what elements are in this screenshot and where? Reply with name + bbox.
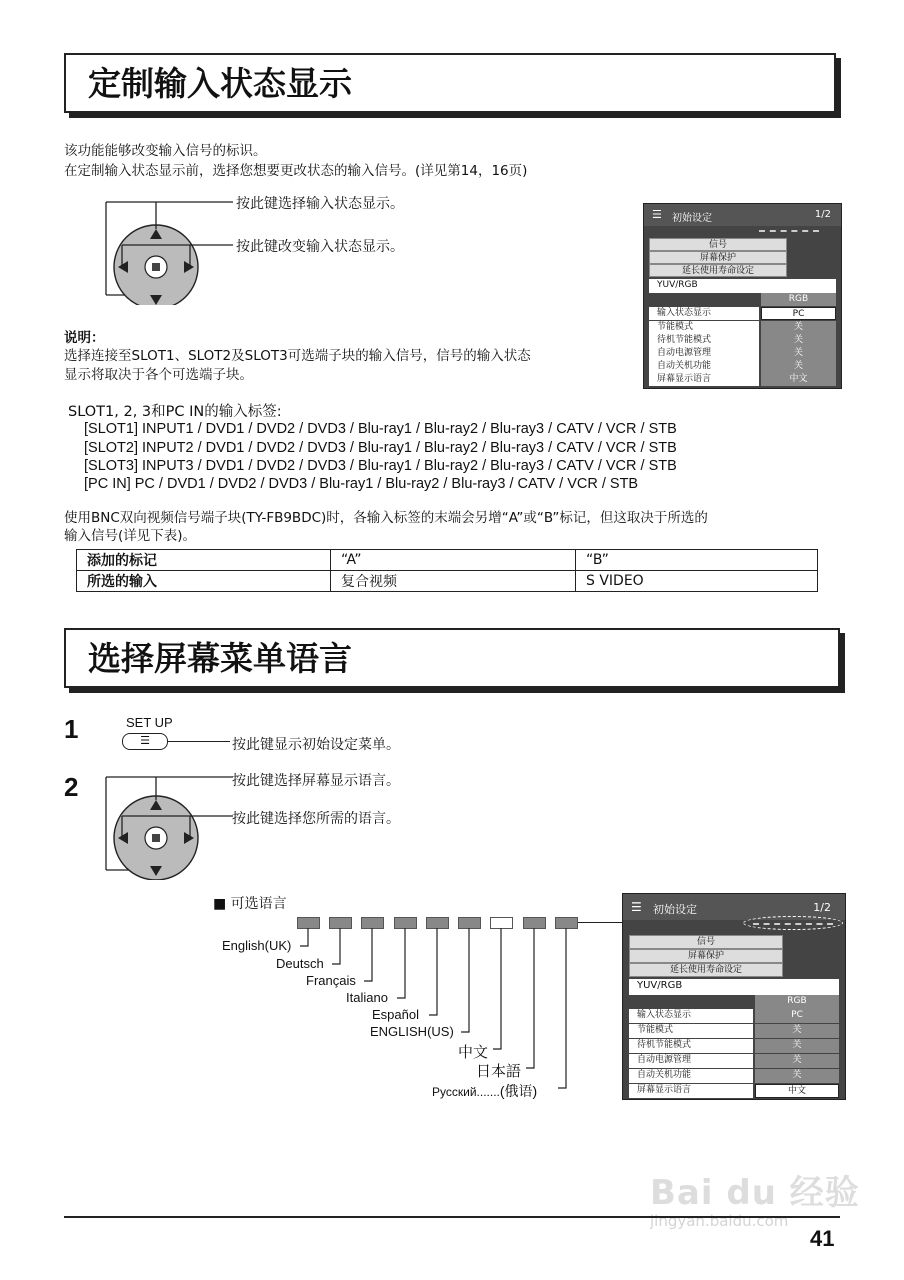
language-francais: Français	[306, 973, 356, 988]
menu-button-signal[interactable]: 信号	[629, 935, 783, 949]
menu-item-value-selected[interactable]: PC	[761, 307, 836, 320]
note-line-1: 选择连接至SLOT1、SLOT2及SLOT3可选端子块的输入信号，信号的输入状态	[64, 348, 531, 364]
menu-item-value[interactable]: 中文	[761, 373, 836, 386]
language-italiano: Italiano	[346, 990, 388, 1005]
table-row	[77, 571, 818, 592]
intro-line-1: 该功能能够改变输入信号的标识。	[64, 143, 267, 159]
step-number-1: 1	[64, 714, 79, 744]
language-arrow-line	[578, 922, 628, 923]
remote-dpad-diagram-1	[98, 195, 238, 305]
callout-step1: 按此键显示初始设定菜单。	[232, 737, 400, 753]
menu-button-screensaver[interactable]: 屏幕保护	[649, 251, 787, 264]
language-espanol: Español	[372, 1007, 419, 1022]
section-title-input-display: 定制输入状态显示	[64, 53, 836, 113]
menu-item-label: 输入状态显示	[629, 1009, 753, 1023]
callout-step2b: 按此键选择您所需的语言。	[232, 811, 400, 827]
menu-item-value[interactable]: 关	[755, 1054, 839, 1068]
menu-item-label: 待机节能模式	[649, 334, 759, 347]
menu-item-value[interactable]: 关	[761, 321, 836, 334]
menu-item-label: 自动关机功能	[649, 360, 759, 373]
menu-item-label: 自动关机功能	[629, 1069, 753, 1083]
menu-item-label: 待机节能模式	[629, 1039, 753, 1053]
menu-title: 初始设定	[653, 903, 697, 916]
setup-menu-1	[643, 203, 842, 389]
callout-select-display: 按此键选择输入状态显示。	[236, 196, 404, 212]
menu-item-label: 自动电源管理	[629, 1054, 753, 1068]
slot-line: [SLOT2] INPUT2 / DVD1 / DVD2 / DVD3 / Blu-ray1 / Blu-ray2 / Blu-ray3 / CATV / VCR / STB	[84, 440, 677, 456]
language-russian-name: Русский	[432, 1085, 477, 1099]
language-russian-cn: (俄语)	[499, 1083, 538, 1099]
language-english-us: ENGLISH(US)	[370, 1024, 454, 1039]
menu-title: 初始设定	[672, 213, 712, 224]
labels-title: SLOT1, 2, 3和PC IN的输入标签:	[68, 404, 282, 420]
language-japanese: 日本語	[476, 1063, 522, 1080]
table-cell: 所选的输入	[77, 571, 331, 592]
bnc-line-2: 输入信号(详见下表)。	[64, 528, 197, 544]
menu-page: 1/2	[813, 901, 831, 914]
menu-button-lifetime[interactable]: 延长使用寿命设定	[649, 264, 787, 277]
menu-item-value[interactable]: 关	[755, 1069, 839, 1083]
watermark-url: jingyan.baidu.com	[650, 1212, 789, 1230]
menu-list-icon: ☰	[140, 734, 150, 747]
menu-yuv-label: YUV/RGB	[649, 279, 836, 293]
setup-button[interactable]	[122, 733, 168, 750]
table-cell: 复合视频	[331, 571, 576, 592]
language-chinese: 中文	[458, 1044, 489, 1061]
remote-dpad-diagram-2	[98, 770, 238, 880]
menu-page: 1/2	[814, 209, 831, 220]
mark-table	[76, 549, 818, 592]
language-russian	[432, 1081, 537, 1101]
menu-item-label: 节能模式	[649, 321, 759, 334]
language-russian-dots: .......	[476, 1085, 500, 1099]
languages-title: ■ 可选语言	[213, 896, 287, 912]
language-deutsch: Deutsch	[276, 956, 324, 971]
menu-page-indicator	[759, 230, 819, 234]
section-title-menu-language: 选择屏幕菜单语言	[64, 628, 840, 688]
callout-line	[168, 741, 230, 742]
table-cell: S VIDEO	[576, 571, 818, 592]
menu-item-value[interactable]: 关	[755, 1024, 839, 1038]
intro-line-2: 在定制输入状态显示前，选择您想要更改状态的输入信号。(详见第14，16页)	[64, 163, 528, 179]
menu-item-label: 屏幕显示语言	[649, 373, 759, 386]
callout-change-display: 按此键改变输入状态显示。	[236, 239, 404, 255]
menu-page-indicator	[753, 923, 833, 925]
menu-item-value[interactable]: 关	[755, 1039, 839, 1053]
menu-button-screensaver[interactable]: 屏幕保护	[629, 949, 783, 963]
menu-list-icon: ☰	[652, 208, 662, 221]
table-cell: “B”	[576, 550, 818, 571]
menu-item-label: 输入状态显示	[649, 307, 759, 320]
menu-item-value[interactable]: 关	[761, 334, 836, 347]
watermark-logo: Bai du 经验	[650, 1173, 860, 1213]
footer-rule	[64, 1216, 840, 1218]
bnc-line-1: 使用BNC双向视频信号端子块(TY-FB9BDC)时，各输入标签的末端会另增“A”或“B”标记，但这取决于所选的	[64, 510, 708, 526]
slot-line: [PC IN] PC / DVD1 / DVD2 / DVD3 / Blu-ray1 / Blu-ray2 / Blu-ray3 / CATV / VCR / STB	[84, 476, 639, 492]
table-cell: 添加的标记	[77, 550, 331, 571]
menu-header	[644, 204, 841, 226]
menu-yuv-value[interactable]: RGB	[755, 995, 839, 1009]
language-english-uk: English(UK)	[222, 938, 292, 953]
note-title: 说明：	[64, 330, 105, 346]
table-row	[77, 550, 818, 571]
menu-item-value-selected[interactable]: 中文	[755, 1084, 839, 1098]
step-number-2: 2	[64, 772, 79, 802]
menu-item-value[interactable]: 关	[761, 347, 836, 360]
page-number: 41	[810, 1226, 835, 1251]
setup-menu-2	[622, 893, 846, 1100]
slot-line: [SLOT1] INPUT1 / DVD1 / DVD2 / DVD3 / Blu-ray1 / Blu-ray2 / Blu-ray3 / CATV / VCR / STB	[84, 421, 677, 437]
menu-list-icon: ☰	[631, 900, 642, 914]
menu-yuv-value[interactable]: RGB	[761, 293, 836, 306]
menu-button-signal[interactable]: 信号	[649, 238, 787, 251]
menu-yuv-label: YUV/RGB	[629, 979, 839, 995]
menu-button-lifetime[interactable]: 延长使用寿命设定	[629, 963, 783, 977]
note-line-2: 显示将取决于各个可选端子块。	[64, 367, 253, 383]
setup-button-label: SET UP	[126, 715, 173, 730]
menu-item-label: 自动电源管理	[649, 347, 759, 360]
slot-line: [SLOT3] INPUT3 / DVD1 / DVD2 / DVD3 / Blu-ray1 / Blu-ray2 / Blu-ray3 / CATV / VCR / STB	[84, 458, 677, 474]
callout-step2a: 按此键选择屏幕显示语言。	[232, 773, 400, 789]
menu-item-label: 屏幕显示语言	[629, 1084, 753, 1098]
menu-item-value[interactable]: PC	[755, 1009, 839, 1023]
table-cell: “A”	[331, 550, 576, 571]
menu-item-value[interactable]: 关	[761, 360, 836, 373]
menu-item-label: 节能模式	[629, 1024, 753, 1038]
language-leader-lines	[290, 928, 610, 1093]
